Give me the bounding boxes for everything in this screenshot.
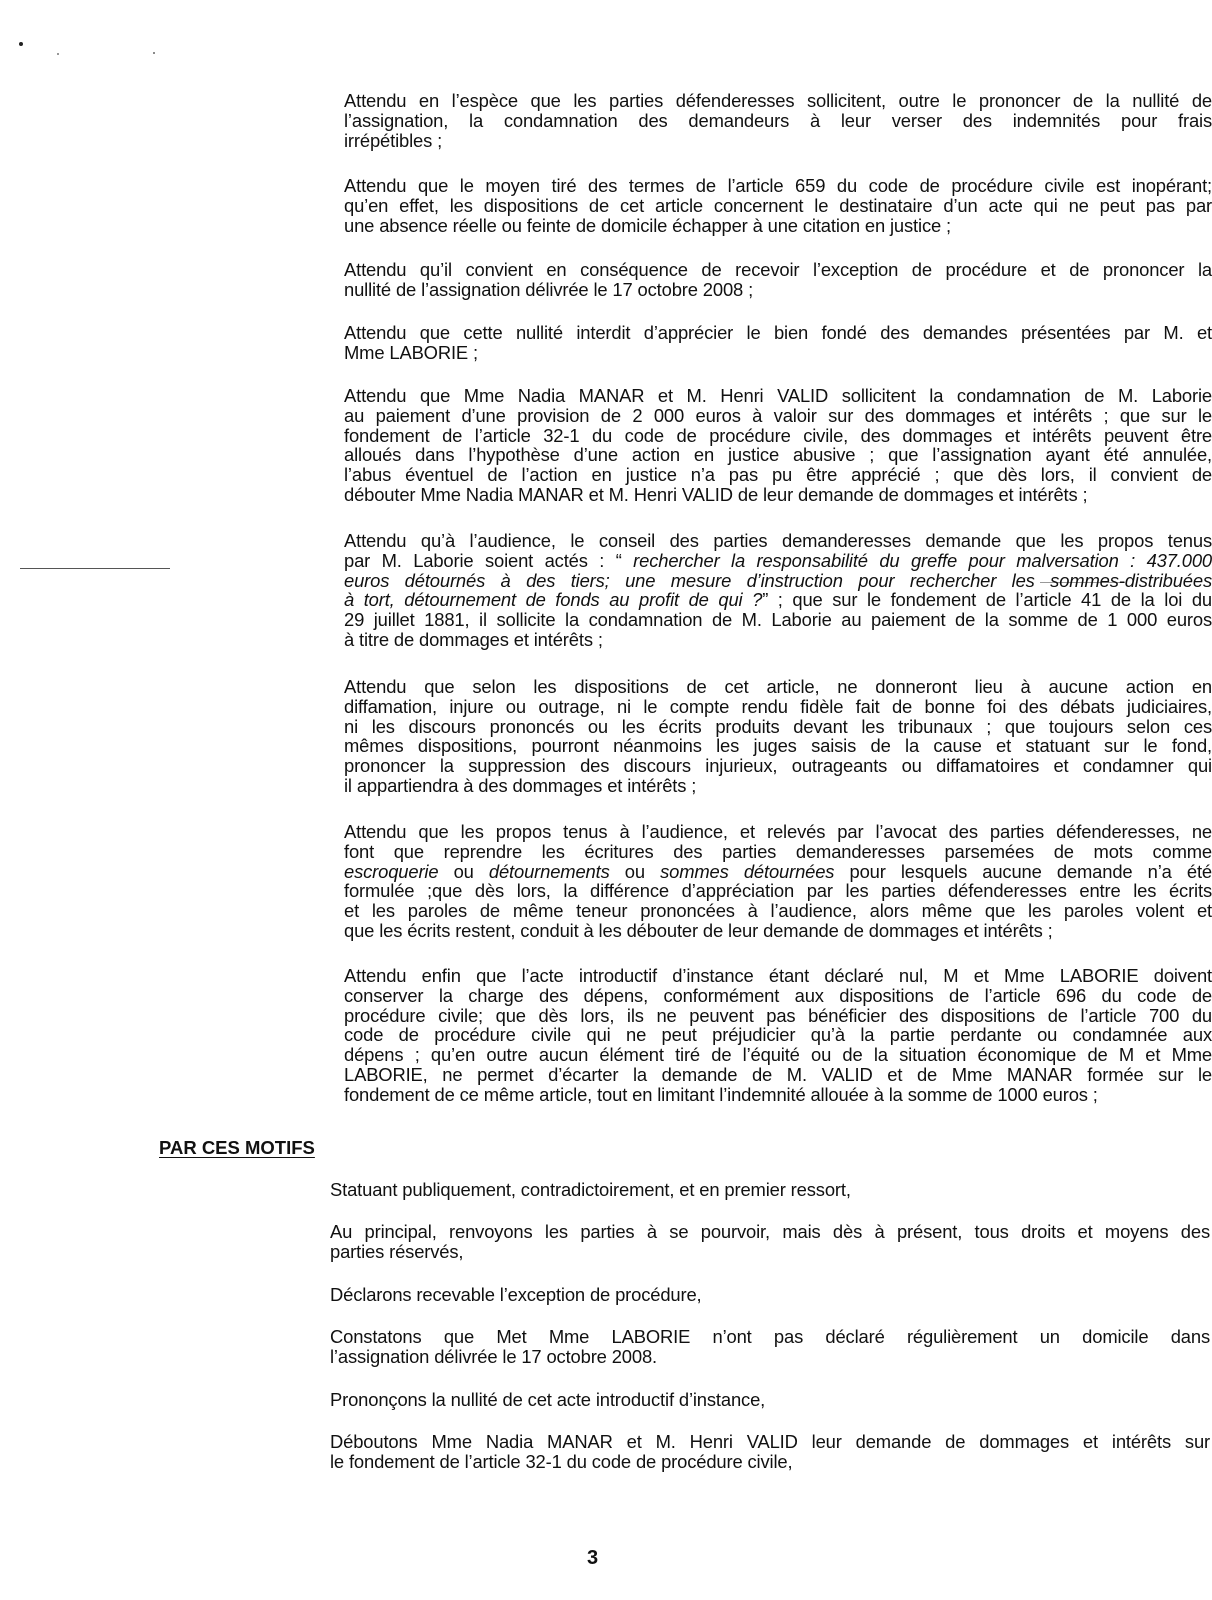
text-line: Attendu enfin que l’acte introductif d’instance étant déclaré nul, M et Mme LABORIE doivent — [344, 965, 1212, 986]
quoted-text: rechercher la responsabilité du greffe pour malversation : 437.000 — [633, 549, 1212, 571]
text-run: Attendu qu’à l’audience, le conseil des parties demanderesses demande que les propos tenus — [344, 530, 1212, 551]
text-run: Attendu que les propos tenus à l’audience, et relevés par l’avocat des parties défenderesses, ne — [344, 821, 1212, 842]
ruling-paragraph — [330, 1180, 1210, 1200]
scan-speck — [57, 53, 59, 55]
text-line — [344, 862, 1212, 882]
text-line: Statuant publiquement, contradictoirement, et en premier ressort, — [330, 1179, 851, 1200]
quoted-text: sommes détournées — [660, 860, 835, 882]
text-line: une absence réelle ou feinte de domicile échapper à une citation en justice ; — [344, 214, 951, 236]
text-run: à titre de dommages et intérêts ; — [344, 628, 603, 650]
ruling-paragraph — [330, 1327, 1210, 1367]
text-line — [344, 822, 1212, 842]
quoted-text: euros détournés à des tiers; une mesure d’instruction pour rechercher les sommes-distribuées — [344, 569, 1212, 591]
quoted-text: à tort, détournement de fonds au profit de qui ? — [344, 589, 763, 611]
text-line — [344, 571, 1212, 591]
text-line: Attendu que le moyen tiré des termes de l’article 659 du code de procédure civile est inopérant; — [344, 175, 1212, 196]
text-run: ” ; que sur le fondement de l’article 41 de la loi du — [762, 589, 1212, 611]
scan-speck — [19, 42, 23, 46]
text-line: Attendu que cette nullité interdit d’apprécier le bien fondé des demandes présentées par M. et — [344, 322, 1212, 343]
text-run: que les écrits restent, conduit à les débouter de leur demande de dommages et intérêts ; — [344, 919, 1053, 941]
text-line: irrépétibles ; — [344, 129, 443, 151]
paragraph — [344, 677, 1212, 796]
text-line: procédure civile; que dès lors, ils ne peuvent pas bénéficier des dispositions de l’article 700 du — [344, 1004, 1212, 1026]
ruling-paragraph — [330, 1432, 1210, 1472]
paragraph — [344, 323, 1212, 363]
text-line: alloués dans l’hypothèse d’une action en justice abusive ; que l’assignation ayant été annulée, — [344, 444, 1212, 466]
text-line: l’assignation, la condamnation des demandeurs à leur verser des indemnités pour frais — [344, 109, 1212, 131]
text-line: qu’en effet, les dispositions de cet article concernent le destinataire d’un acte qui ne peut pas par — [344, 194, 1212, 216]
margin-annotation-line — [20, 568, 170, 569]
text-run: font que reprendre les écritures des parties demanderesses parsemées de mots comme — [344, 840, 1212, 862]
text-line: Constatons que Met Mme LABORIE n’ont pas déclaré régulièrement un domicile dans — [330, 1326, 1210, 1347]
text-line: nullité de l’assignation délivrée le 17 octobre 2008 ; — [344, 278, 754, 300]
text-line — [344, 921, 1212, 941]
text-run: ou — [609, 860, 661, 882]
text-line — [344, 610, 1212, 630]
text-run: formulée ;que dès lors, la différence d’appréciation par les parties défenderesses entre les écrits — [344, 880, 1212, 902]
text-line: débouter Mme Nadia MANAR et M. Henri VALID de leur demande de dommages et intérêts ; — [344, 483, 1088, 505]
text-run: ou — [438, 860, 489, 882]
text-line: il appartiendra à des dommages et intérêts ; — [344, 774, 697, 796]
text-line — [344, 842, 1212, 862]
ruling-paragraph — [330, 1390, 1210, 1410]
text-line: fondement de l’article 32-1 du code de procédure civile, des dommages et intérêts peuvent être — [344, 424, 1212, 446]
text-run: 29 juillet 1881, il sollicite la condamnation de M. Laborie au paiement de la somme de 1 000 euros — [344, 609, 1212, 631]
text-line: Attendu que selon les dispositions de cet article, ne donneront lieu à aucune action en — [344, 676, 1212, 697]
text-line — [344, 531, 1212, 551]
section-heading: PAR CES MOTIFS — [159, 1137, 315, 1158]
text-line: ni les discours prononcés ou les écrits produits devant les tribunaux ; que toujours selon ces — [344, 715, 1212, 737]
text-line: Déboutons Mme Nadia MANAR et M. Henri VALID leur demande de dommages et intérêts sur — [330, 1431, 1210, 1452]
text-run: pour lesquels aucune demande n’a été — [834, 860, 1212, 882]
paragraph — [344, 260, 1212, 300]
text-line: diffamation, injure ou outrage, ni le compte rendu fidèle fait de bonne foi des débats judiciaires, — [344, 695, 1212, 717]
text-line: prononcer la suppression des discours injurieux, outrageants ou diffamatoires et condamner qui — [344, 755, 1212, 777]
text-line — [344, 881, 1212, 901]
paragraph — [344, 386, 1212, 505]
text-line: l’abus éventuel de l’action en justice n’a pas pu être apprécié ; que dès lors, il convient de — [344, 464, 1212, 486]
text-line: dépens ; qu’en outre aucun élément tiré de l’équité ou de la situation économique de M et Mme — [344, 1044, 1212, 1066]
text-line: Prononçons la nullité de cet acte introductif d’instance, — [330, 1389, 766, 1410]
text-line: l’assignation délivrée le 17 octobre 2008. — [330, 1345, 657, 1367]
text-line: Mme LABORIE ; — [344, 341, 478, 363]
text-line — [344, 901, 1212, 921]
text-line: code de procédure civile qui ne peut préjudicier qu’à la partie perdante ou condamnée aux — [344, 1024, 1212, 1046]
text-line — [344, 630, 1212, 650]
ruling-paragraph — [330, 1222, 1210, 1262]
text-run: et les paroles de même teneur prononcées à l’audience, alors même que les paroles volent et — [344, 900, 1212, 922]
paragraph — [344, 822, 1212, 941]
paragraph — [344, 531, 1212, 650]
text-line: Au principal, renvoyons les parties à se pourvoir, mais dès à présent, tous droits et moyens des — [330, 1221, 1210, 1242]
text-run: par M. Laborie soient actés : “ — [344, 549, 634, 571]
paragraph — [344, 91, 1212, 150]
page-number: 3 — [587, 1547, 599, 1569]
scan-speck — [153, 52, 155, 54]
text-line: fondement de ce même article, tout en limitant l’indemnité allouée à la somme de 1000 euros ; — [344, 1083, 1098, 1105]
text-line — [344, 551, 1212, 571]
text-line: le fondement de l’article 32-1 du code de procédure civile, — [330, 1450, 793, 1472]
text-line: conserver la charge des dépens, conformément aux dispositions de l’article 696 du code de — [344, 984, 1212, 1006]
text-line: LABORIE, ne permet d’écarter la demande de M. VALID et de Mme MANAR formée sur le — [344, 1063, 1212, 1085]
ruling-paragraph — [330, 1285, 1210, 1305]
text-line: parties réservés, — [330, 1240, 464, 1262]
quoted-text: escroquerie — [344, 860, 439, 882]
text-line: mêmes dispositions, pourront néanmoins les juges saisis de la cause et statuant sur le fond, — [344, 735, 1212, 757]
quoted-text: détournements — [488, 860, 610, 882]
paragraph — [344, 966, 1212, 1105]
text-line: Attendu que Mme Nadia MANAR et M. Henri VALID sollicitent la condamnation de M. Laborie — [344, 385, 1212, 406]
text-line: Attendu en l’espèce que les parties défenderesses sollicitent, outre le prononcer de la nullité de — [344, 90, 1212, 111]
text-line: au paiement d’une provision de 2 000 euros à valoir sur des dommages et intérêts ; que sur le — [344, 404, 1212, 426]
text-line: Déclarons recevable l’exception de procédure, — [330, 1284, 702, 1305]
text-line: Attendu qu’il convient en conséquence de recevoir l’exception de procédure et de prononcer la — [344, 259, 1212, 280]
text-line — [344, 590, 1212, 610]
paragraph — [344, 176, 1212, 235]
